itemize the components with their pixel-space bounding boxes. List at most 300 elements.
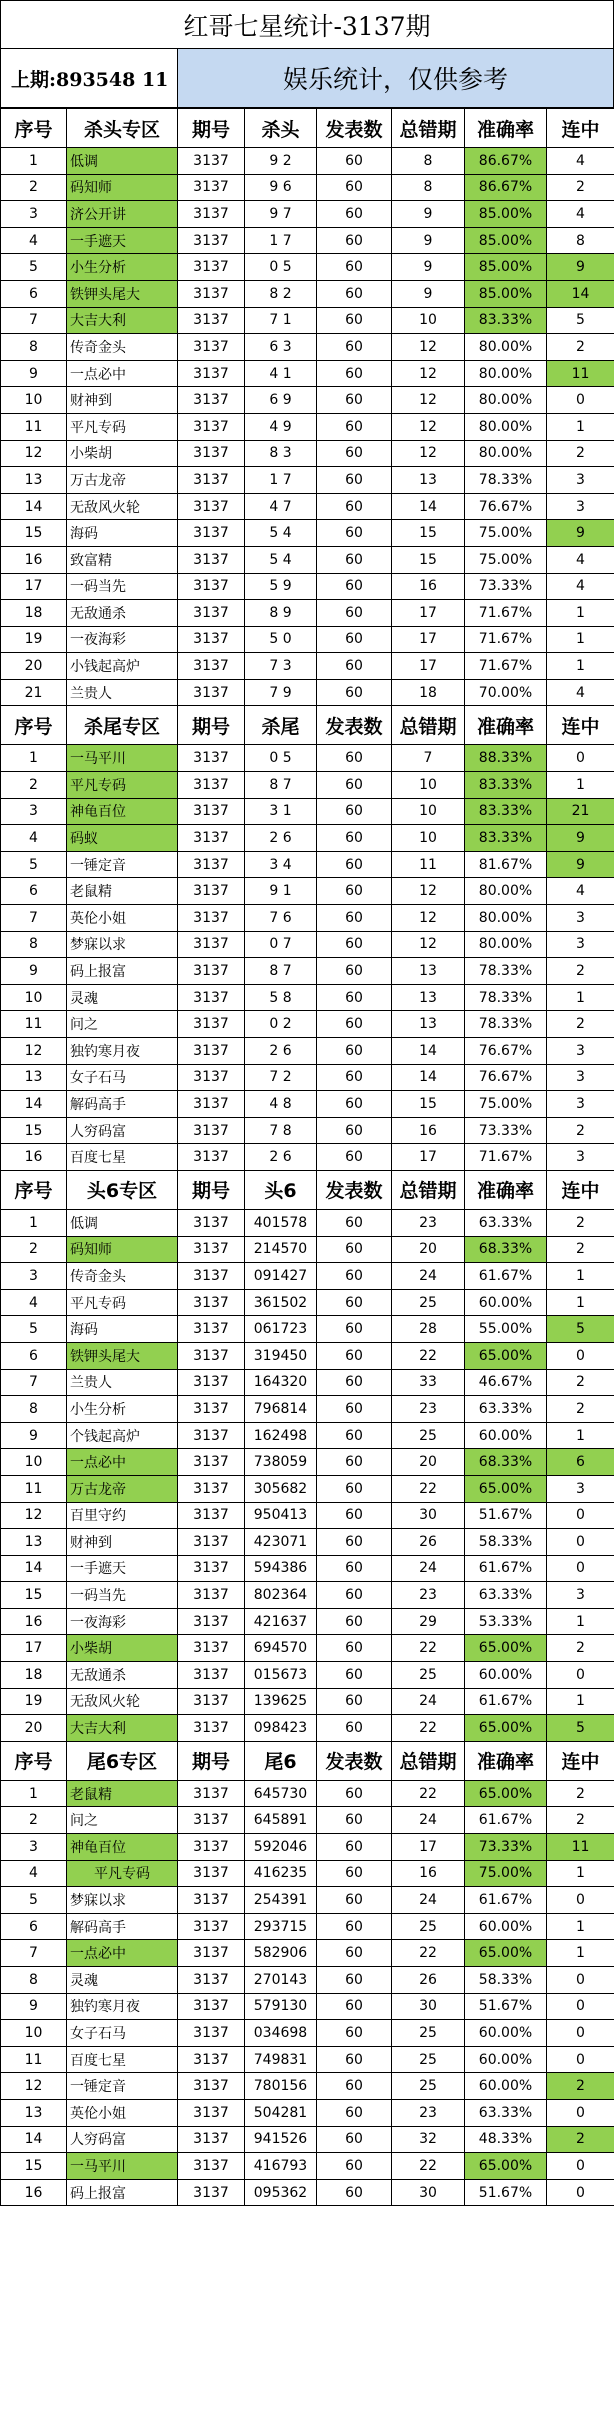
cell-streak: 3 (547, 1038, 614, 1065)
cell-value: 416793 (245, 2153, 317, 2180)
cell-issue: 3137 (178, 1502, 245, 1529)
cell-published: 60 (317, 1449, 392, 1476)
cell-value: 7 1 (245, 307, 317, 334)
cell-issue: 3137 (178, 307, 245, 334)
cell-streak: 0 (547, 1993, 614, 2020)
cell-name: 灵魂 (67, 1967, 178, 1994)
cell-issue: 3137 (178, 1662, 245, 1689)
cell-errors: 23 (392, 1209, 465, 1236)
cell-name: 码蚁 (67, 825, 178, 852)
cell-name: 老鼠精 (67, 878, 178, 905)
cell-name: 女子石马 (67, 2020, 178, 2047)
column-header-errors: 总错期 (392, 706, 465, 745)
cell-accuracy: 70.00% (465, 679, 547, 706)
cell-issue: 3137 (178, 679, 245, 706)
cell-value: 423071 (245, 1529, 317, 1556)
section-header-row (1, 1741, 614, 1780)
table-row (1, 1038, 614, 1065)
table-row (1, 600, 614, 627)
cell-issue: 3137 (178, 1263, 245, 1290)
cell-published: 60 (317, 174, 392, 201)
cell-issue: 3137 (178, 1316, 245, 1343)
cell-issue: 3137 (178, 1289, 245, 1316)
cell-streak: 1 (547, 1263, 614, 1290)
cell-accuracy: 48.33% (465, 2126, 547, 2153)
cell-seq: 13 (1, 467, 67, 494)
cell-streak: 2 (547, 440, 614, 467)
cell-name: 低调 (67, 1209, 178, 1236)
cell-name: 独钓寒月夜 (67, 1993, 178, 2020)
cell-accuracy: 71.67% (465, 653, 547, 680)
cell-issue: 3137 (178, 1635, 245, 1662)
cell-errors: 15 (392, 546, 465, 573)
cell-issue: 3137 (178, 905, 245, 932)
cell-issue: 3137 (178, 546, 245, 573)
cell-accuracy: 76.67% (465, 1038, 547, 1065)
cell-seq: 7 (1, 1369, 67, 1396)
cell-seq: 2 (1, 772, 67, 799)
cell-seq: 8 (1, 931, 67, 958)
cell-accuracy: 51.67% (465, 1502, 547, 1529)
table-row (1, 227, 614, 254)
cell-accuracy: 75.00% (465, 1860, 547, 1887)
cell-errors: 7 (392, 745, 465, 772)
cell-value: 254391 (245, 1887, 317, 1914)
cell-seq: 9 (1, 360, 67, 387)
cell-published: 60 (317, 334, 392, 361)
cell-errors: 22 (392, 1715, 465, 1742)
cell-value: 8 2 (245, 280, 317, 307)
cell-streak: 2 (547, 1807, 614, 1834)
cell-name: 解码高手 (67, 1091, 178, 1118)
table-row (1, 745, 614, 772)
cell-value: 416235 (245, 1860, 317, 1887)
cell-published: 60 (317, 1608, 392, 1635)
cell-issue: 3137 (178, 600, 245, 627)
cell-published: 60 (317, 2073, 392, 2100)
cell-errors: 16 (392, 573, 465, 600)
cell-published: 60 (317, 573, 392, 600)
cell-accuracy: 78.33% (465, 467, 547, 494)
cell-issue: 3137 (178, 1807, 245, 1834)
cell-seq: 15 (1, 520, 67, 547)
cell-published: 60 (317, 1582, 392, 1609)
cell-published: 60 (317, 1913, 392, 1940)
cell-issue: 3137 (178, 1887, 245, 1914)
disclaimer-banner: 娱乐统计，仅供参考 (178, 49, 613, 107)
cell-streak: 4 (547, 679, 614, 706)
cell-name: 个钱起高炉 (67, 1422, 178, 1449)
cell-issue: 3137 (178, 2179, 245, 2206)
table-row (1, 360, 614, 387)
table-row (1, 1860, 614, 1887)
cell-errors: 8 (392, 148, 465, 175)
cell-published: 60 (317, 467, 392, 494)
cell-name: 无敌风火轮 (67, 1688, 178, 1715)
cell-value: 694570 (245, 1635, 317, 1662)
column-header-seq: 序号 (1, 706, 67, 745)
cell-value: 061723 (245, 1316, 317, 1343)
cell-published: 60 (317, 798, 392, 825)
cell-value: 270143 (245, 1967, 317, 1994)
cell-streak: 21 (547, 798, 614, 825)
cell-seq: 12 (1, 1502, 67, 1529)
cell-errors: 30 (392, 2179, 465, 2206)
cell-issue: 3137 (178, 798, 245, 825)
cell-streak: 4 (547, 148, 614, 175)
cell-name: 一手遮天 (67, 1555, 178, 1582)
cell-published: 60 (317, 984, 392, 1011)
cell-value: 5 8 (245, 984, 317, 1011)
cell-seq: 10 (1, 1449, 67, 1476)
cell-value: 015673 (245, 1662, 317, 1689)
cell-published: 60 (317, 546, 392, 573)
cell-name: 老鼠精 (67, 1780, 178, 1807)
cell-accuracy: 68.33% (465, 1449, 547, 1476)
cell-errors: 13 (392, 1011, 465, 1038)
cell-value: 091427 (245, 1263, 317, 1290)
cell-seq: 17 (1, 573, 67, 600)
cell-name: 码上报富 (67, 958, 178, 985)
cell-issue: 3137 (178, 254, 245, 281)
cell-streak: 9 (547, 825, 614, 852)
table-row (1, 1144, 614, 1171)
cell-issue: 3137 (178, 1342, 245, 1369)
column-header-name: 杀尾专区 (67, 706, 178, 745)
cell-published: 60 (317, 1967, 392, 1994)
cell-streak: 2 (547, 1780, 614, 1807)
cell-value: 579130 (245, 1993, 317, 2020)
cell-seq: 20 (1, 653, 67, 680)
table-row (1, 1396, 614, 1423)
table-row (1, 573, 614, 600)
cell-published: 60 (317, 1064, 392, 1091)
cell-published: 60 (317, 2020, 392, 2047)
cell-value: 9 2 (245, 148, 317, 175)
column-header-published: 发表数 (317, 706, 392, 745)
cell-seq: 15 (1, 2153, 67, 2180)
cell-errors: 12 (392, 440, 465, 467)
cell-seq: 16 (1, 2179, 67, 2206)
cell-issue: 3137 (178, 1780, 245, 1807)
cell-value: 7 9 (245, 679, 317, 706)
table-row (1, 174, 614, 201)
cell-accuracy: 80.00% (465, 360, 547, 387)
cell-streak: 0 (547, 1529, 614, 1556)
cell-accuracy: 80.00% (465, 440, 547, 467)
cell-name: 一锤定音 (67, 851, 178, 878)
cell-name: 致富精 (67, 546, 178, 573)
cell-value: 8 9 (245, 600, 317, 627)
cell-accuracy: 65.00% (465, 2153, 547, 2180)
cell-value: 3 1 (245, 798, 317, 825)
table-row (1, 851, 614, 878)
table-row (1, 2046, 614, 2073)
cell-errors: 17 (392, 653, 465, 680)
cell-seq: 13 (1, 1064, 67, 1091)
cell-streak: 1 (547, 600, 614, 627)
cell-seq: 6 (1, 280, 67, 307)
cell-issue: 3137 (178, 1529, 245, 1556)
cell-seq: 9 (1, 958, 67, 985)
cell-seq: 2 (1, 1807, 67, 1834)
cell-published: 60 (317, 2126, 392, 2153)
column-header-value: 头6 (245, 1170, 317, 1209)
cell-issue: 3137 (178, 1209, 245, 1236)
column-header-issue: 期号 (178, 1170, 245, 1209)
cell-streak: 5 (547, 307, 614, 334)
cell-name: 万古龙帝 (67, 1475, 178, 1502)
table-row (1, 1209, 614, 1236)
cell-streak: 3 (547, 1064, 614, 1091)
cell-published: 60 (317, 825, 392, 852)
cell-errors: 23 (392, 1582, 465, 1609)
cell-seq: 3 (1, 798, 67, 825)
cell-published: 60 (317, 626, 392, 653)
cell-seq: 2 (1, 1236, 67, 1263)
cell-streak: 3 (547, 1582, 614, 1609)
cell-accuracy: 76.67% (465, 1064, 547, 1091)
cell-accuracy: 75.00% (465, 546, 547, 573)
cell-name: 小柴胡 (67, 1635, 178, 1662)
cell-value: 421637 (245, 1608, 317, 1635)
cell-name: 问之 (67, 1011, 178, 1038)
cell-accuracy: 78.33% (465, 958, 547, 985)
cell-errors: 17 (392, 1834, 465, 1861)
cell-errors: 24 (392, 1688, 465, 1715)
cell-errors: 32 (392, 2126, 465, 2153)
cell-streak: 0 (547, 1967, 614, 1994)
cell-streak: 5 (547, 1715, 614, 1742)
cell-name: 一锤定音 (67, 2073, 178, 2100)
cell-name: 海码 (67, 520, 178, 547)
cell-seq: 12 (1, 1038, 67, 1065)
cell-issue: 3137 (178, 1475, 245, 1502)
cell-accuracy: 73.33% (465, 1834, 547, 1861)
cell-seq: 11 (1, 1011, 67, 1038)
cell-issue: 3137 (178, 2099, 245, 2126)
cell-accuracy: 63.33% (465, 1396, 547, 1423)
cell-streak: 2 (547, 1635, 614, 1662)
cell-streak: 0 (547, 1502, 614, 1529)
cell-name: 一码当先 (67, 1582, 178, 1609)
cell-errors: 23 (392, 1396, 465, 1423)
cell-errors: 8 (392, 174, 465, 201)
cell-published: 60 (317, 1715, 392, 1742)
cell-name: 百里守约 (67, 1502, 178, 1529)
cell-name: 平凡专码 (67, 772, 178, 799)
table-row (1, 1342, 614, 1369)
cell-streak: 1 (547, 653, 614, 680)
cell-name: 码知师 (67, 174, 178, 201)
cell-streak: 0 (547, 745, 614, 772)
cell-seq: 7 (1, 307, 67, 334)
cell-issue: 3137 (178, 1011, 245, 1038)
cell-seq: 1 (1, 148, 67, 175)
cell-published: 60 (317, 1635, 392, 1662)
cell-issue: 3137 (178, 958, 245, 985)
cell-accuracy: 85.00% (465, 201, 547, 228)
cell-seq: 16 (1, 546, 67, 573)
cell-value: 7 3 (245, 653, 317, 680)
cell-issue: 3137 (178, 280, 245, 307)
cell-name: 一手遮天 (67, 227, 178, 254)
cell-value: 7 2 (245, 1064, 317, 1091)
cell-name: 一点必中 (67, 360, 178, 387)
table-row (1, 493, 614, 520)
cell-seq: 19 (1, 1688, 67, 1715)
cell-accuracy: 65.00% (465, 1715, 547, 1742)
cell-value: 098423 (245, 1715, 317, 1742)
cell-value: 0 5 (245, 745, 317, 772)
cell-seq: 4 (1, 825, 67, 852)
cell-errors: 12 (392, 905, 465, 932)
cell-value: 4 8 (245, 1091, 317, 1118)
cell-streak: 11 (547, 360, 614, 387)
table-row (1, 520, 614, 547)
cell-issue: 3137 (178, 1144, 245, 1171)
cell-published: 60 (317, 1529, 392, 1556)
cell-streak: 2 (547, 174, 614, 201)
cell-name: 兰贵人 (67, 1369, 178, 1396)
cell-errors: 12 (392, 931, 465, 958)
cell-accuracy: 65.00% (465, 1635, 547, 1662)
cell-errors: 9 (392, 201, 465, 228)
cell-accuracy: 58.33% (465, 1967, 547, 1994)
cell-streak: 3 (547, 467, 614, 494)
cell-streak: 0 (547, 1662, 614, 1689)
table-row (1, 905, 614, 932)
cell-value: 8 7 (245, 772, 317, 799)
column-header-streak: 连中 (547, 1170, 614, 1209)
cell-name: 无敌风火轮 (67, 493, 178, 520)
sub-header (0, 49, 614, 108)
cell-value: 4 9 (245, 413, 317, 440)
cell-seq: 7 (1, 1940, 67, 1967)
cell-streak: 1 (547, 1688, 614, 1715)
cell-published: 60 (317, 227, 392, 254)
cell-issue: 3137 (178, 878, 245, 905)
cell-value: 5 4 (245, 546, 317, 573)
cell-errors: 16 (392, 1860, 465, 1887)
cell-streak: 2 (547, 1011, 614, 1038)
table-row (1, 201, 614, 228)
cell-seq: 4 (1, 1860, 67, 1887)
cell-seq: 9 (1, 1422, 67, 1449)
table-row (1, 1993, 614, 2020)
cell-accuracy: 68.33% (465, 1236, 547, 1263)
cell-published: 60 (317, 1316, 392, 1343)
table-row (1, 1064, 614, 1091)
table-row (1, 825, 614, 852)
column-header-value: 杀尾 (245, 706, 317, 745)
cell-streak: 3 (547, 493, 614, 520)
cell-errors: 10 (392, 772, 465, 799)
cell-value: 0 7 (245, 931, 317, 958)
cell-errors: 12 (392, 360, 465, 387)
cell-name: 解码高手 (67, 1913, 178, 1940)
table-row (1, 653, 614, 680)
cell-issue: 3137 (178, 413, 245, 440)
cell-published: 60 (317, 1475, 392, 1502)
cell-errors: 12 (392, 387, 465, 414)
cell-accuracy: 81.67% (465, 851, 547, 878)
cell-value: 305682 (245, 1475, 317, 1502)
cell-errors: 26 (392, 1967, 465, 1994)
cell-published: 60 (317, 1038, 392, 1065)
table-row (1, 1502, 614, 1529)
cell-accuracy: 65.00% (465, 1780, 547, 1807)
cell-errors: 14 (392, 1064, 465, 1091)
cell-errors: 25 (392, 2020, 465, 2047)
cell-accuracy: 61.67% (465, 1688, 547, 1715)
cell-errors: 10 (392, 798, 465, 825)
column-header-issue: 期号 (178, 1741, 245, 1780)
cell-seq: 11 (1, 2046, 67, 2073)
table-row (1, 1635, 614, 1662)
cell-name: 铁钾头尾大 (67, 280, 178, 307)
cell-name: 平凡专码 (67, 1289, 178, 1316)
cell-published: 60 (317, 1422, 392, 1449)
table-row (1, 1688, 614, 1715)
cell-value: 5 4 (245, 520, 317, 547)
cell-seq: 14 (1, 2126, 67, 2153)
cell-published: 60 (317, 905, 392, 932)
cell-issue: 3137 (178, 1369, 245, 1396)
table-row (1, 772, 614, 799)
cell-name: 人穷码富 (67, 1117, 178, 1144)
cell-accuracy: 60.00% (465, 1289, 547, 1316)
cell-published: 60 (317, 1502, 392, 1529)
cell-streak: 1 (547, 984, 614, 1011)
table-row (1, 2073, 614, 2100)
cell-errors: 24 (392, 1807, 465, 1834)
cell-accuracy: 60.00% (465, 2073, 547, 2100)
cell-streak: 3 (547, 905, 614, 932)
cell-seq: 12 (1, 2073, 67, 2100)
cell-issue: 3137 (178, 1396, 245, 1423)
cell-published: 60 (317, 1369, 392, 1396)
cell-value: 1 7 (245, 227, 317, 254)
cell-name: 英伦小姐 (67, 2099, 178, 2126)
cell-errors: 15 (392, 520, 465, 547)
cell-streak: 9 (547, 254, 614, 281)
column-header-seq: 序号 (1, 109, 67, 148)
cell-value: 6 9 (245, 387, 317, 414)
cell-value: 9 1 (245, 878, 317, 905)
cell-value: 594386 (245, 1555, 317, 1582)
column-header-seq: 序号 (1, 1170, 67, 1209)
cell-published: 60 (317, 1807, 392, 1834)
table-row (1, 307, 614, 334)
cell-issue: 3137 (178, 2073, 245, 2100)
cell-errors: 17 (392, 1144, 465, 1171)
cell-issue: 3137 (178, 2020, 245, 2047)
cell-value: 0 5 (245, 254, 317, 281)
cell-name: 小钱起高炉 (67, 653, 178, 680)
cell-seq: 7 (1, 905, 67, 932)
cell-seq: 16 (1, 1608, 67, 1635)
cell-issue: 3137 (178, 1117, 245, 1144)
table-row (1, 1662, 614, 1689)
cell-name: 梦寐以求 (67, 1887, 178, 1914)
cell-streak: 2 (547, 1236, 614, 1263)
cell-accuracy: 46.67% (465, 1369, 547, 1396)
cell-seq: 18 (1, 600, 67, 627)
cell-errors: 15 (392, 1091, 465, 1118)
cell-issue: 3137 (178, 387, 245, 414)
cell-errors: 20 (392, 1449, 465, 1476)
